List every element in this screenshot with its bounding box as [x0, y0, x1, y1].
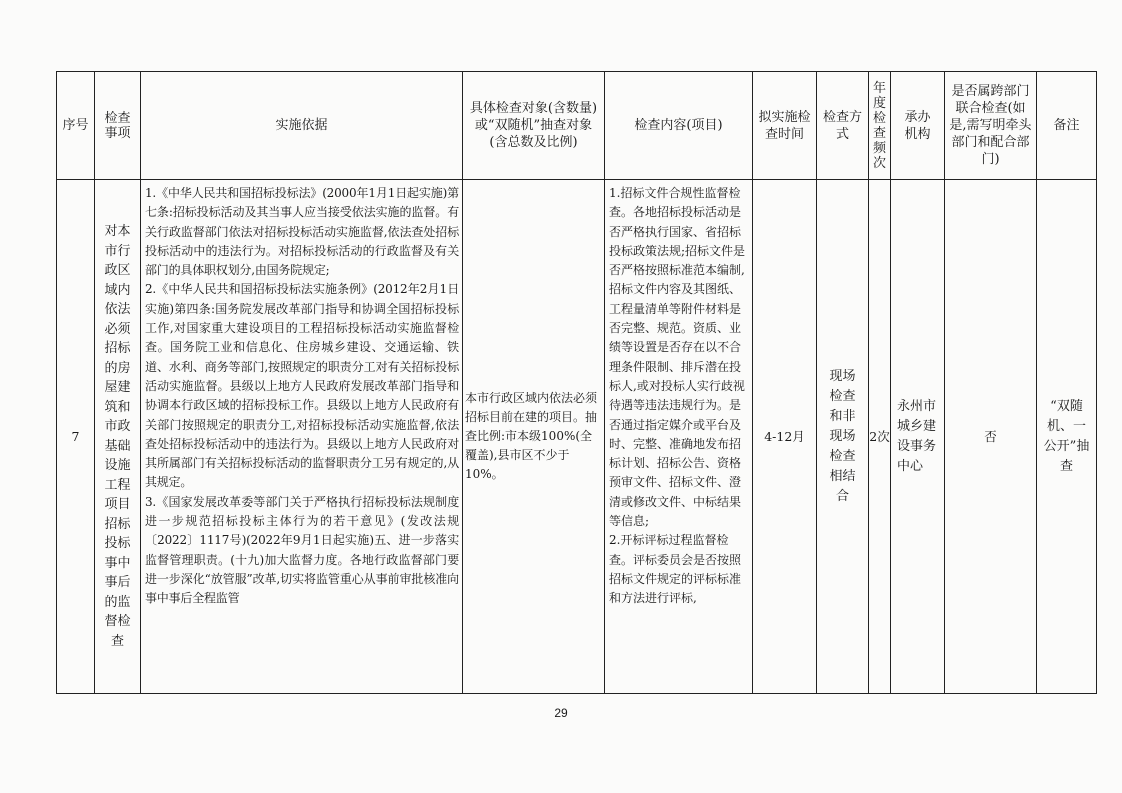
cell-joint: 否	[945, 180, 1037, 694]
header-org: 承办机构	[891, 72, 945, 180]
page-number: 29	[554, 706, 568, 720]
cell-objects: 本市行政区域内依法必须招标目前在建的项目。抽查比例:市本级100%(全覆盖),县市区不少于10%。	[463, 180, 605, 694]
header-objects: 具体检查对象(含数量)或“双随机”抽查对象(含总数及比例)	[463, 72, 605, 180]
cell-freq: 2次	[869, 180, 891, 694]
cell-time: 4-12月	[753, 180, 817, 694]
table-header-row	[57, 72, 1097, 180]
cell-note: “双随机、一公开”抽查	[1037, 180, 1097, 694]
cell-content	[605, 180, 753, 694]
cell-basis	[141, 180, 463, 694]
header-basis: 实施依据	[141, 72, 463, 180]
header-content: 检查内容(项目)	[605, 72, 753, 180]
header-item: 检查事项	[95, 72, 141, 180]
content-paragraph-1: 1.招标文件合规性监督检查。各地招标投标活动是否严格执行国家、省招标投标政策法规;招标文件是否严格按照标准范本编制,招标文件内容及其图纸、工程量清单等附件材料是否完整、规范。资质、业绩等设置是否存在以不合理条件限制、排斥潜在投标人,或对投标人实行歧视待遇等违法违规行为。是否通过指定媒介或平台及时、完整、准确地发布招标计划、招标公告、资格预审文件、招标文件、澄清或修改文件、中标结果等信息;	[609, 186, 746, 529]
cell-org: 永州市城乡建设事务中心	[891, 180, 945, 694]
header-time: 拟实施检查时间	[753, 72, 817, 180]
header-seq: 序号	[57, 72, 95, 180]
cell-method: 现场检查和非现场检查相结合	[817, 180, 869, 694]
header-freq: 年度检查频次	[869, 72, 891, 180]
table-row	[57, 180, 1097, 694]
inspection-table	[56, 71, 1097, 694]
basis-paragraph-3: 3.《国家发展改革委等部门关于严格执行招标投标法规制度进一步规范招标投标主体行为的若干意见》(发改法规〔2022〕1117号)(2022年9月1日起实施)五、进一步落实监督管理职责。(十九)加大监督力度。各地行政监督部门要进一步深化“放管服”改革,切实将监管重心从事前审批核准向事中事后全程监管	[145, 494, 459, 606]
content-paragraph-2: 2.开标评标过程监督检查。评标委员会是否按照招标文件规定的评标标准和方法进行评标,	[609, 533, 742, 606]
cell-item: 对本市行政区域内依法必须招标的房屋建筑和市政基础设施工程项目招标投标事中事后的监督检查	[95, 180, 141, 694]
basis-paragraph-2: 2.《中华人民共和国招标投标法实施条例》(2012年2月1日实施)第四条:国务院发展改革部门指导和协调全国招标投标工作,对国家重大建设项目的工程招标投标活动实施监督检查。国务院工业和信息化、住房城乡建设、交通运输、铁道、水利、商务等部门,按照规定的职责分工对有关招标投标活动实施监督。县级以上地方人民政府发展改革部门指导和协调本行政区域的招标投标工作。县级以上地方人民政府有关部门按照规定的职责分工,对招标投标活动实施监督,依法查处招标投标活动中的违法行为。县级以上地方人民政府对其所属部门有关招标投标活动的监督职责分工另有规定的,从其规定。	[145, 282, 459, 490]
header-joint: 是否属跨部门联合检查(如是,需写明牵头部门和配合部门)	[945, 72, 1037, 180]
cell-seq: 7	[57, 180, 95, 694]
header-note: 备注	[1037, 72, 1097, 180]
header-method: 检查方式	[817, 72, 869, 180]
basis-paragraph-1: 1.《中华人民共和国招标投标法》(2000年1月1日起实施)第七条:招标投标活动及其当事人应当接受依法实施的监督。有关行政监督部门依法对招标投标活动实施监督,依法查处招标投标活动中的违法行为。对招标投标活动的行政监督及有关部门的具体职权划分,由国务院规定;	[145, 186, 459, 278]
